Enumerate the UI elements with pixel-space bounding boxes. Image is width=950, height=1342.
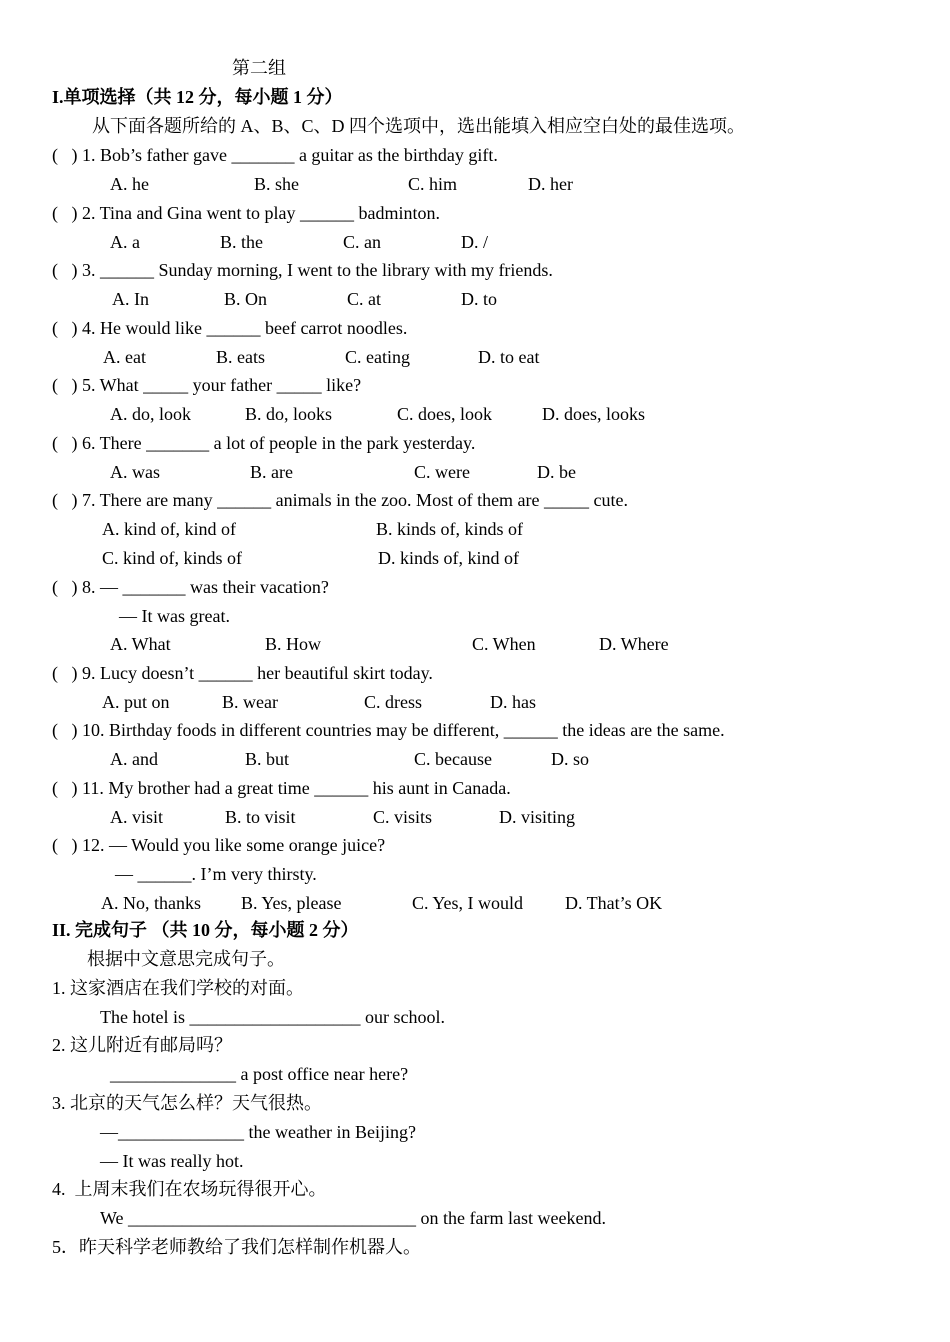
question-5-option-d: D. does, looks (542, 404, 645, 424)
item5-cn: 5．昨天科学老师教给了我们怎样制作机器人。 (52, 1237, 421, 1257)
question-7-stem: ( ) 7. There are many ______ animals in the zoo. Most of them are _____ cute. (52, 490, 629, 510)
question-6-option-a: A. was (110, 462, 160, 482)
question-12-reply: — ______. I’m very thirsty. (115, 864, 317, 884)
question-6-option-d: D. be (537, 462, 576, 482)
question-10-option-d: D. so (551, 749, 590, 769)
question-9-option-b: B. wear (222, 692, 278, 712)
question-3-option-d: D. to (461, 289, 497, 309)
question-3-stem: ( ) 3. ______ Sunday morning, I went to the library with my friends. (52, 260, 553, 280)
question-10-option-a: A. and (110, 749, 158, 769)
question-8-option-b: B. How (265, 634, 322, 654)
question-8-reply: — It was great. (119, 606, 230, 626)
question-8-option-c: C. When (472, 634, 536, 654)
question-5-option-a: A. do, look (110, 404, 191, 424)
question-7-option-a: A. kind of, kind of (102, 519, 236, 539)
question-11-option-b: B. to visit (225, 807, 296, 827)
question-2-option-d: D. / (461, 232, 488, 252)
question-9-stem: ( ) 9. Lucy doesn’t ______ her beautiful skirt today. (52, 663, 433, 683)
question-1-option-d: D. her (528, 174, 573, 194)
item2-en: ______________ a post office near here? (110, 1064, 409, 1084)
question-12-option-c: C. Yes, I would (412, 893, 524, 913)
item4-cn: 4. 上周末我们在农场玩得很开心。 (52, 1179, 327, 1199)
question-12-option-b: B. Yes, please (241, 893, 342, 913)
question-5-option-b: B. do, looks (245, 404, 333, 424)
section2-title: II. 完成句子 （共 10 分，每小题 2 分） (52, 920, 359, 940)
question-7-option-d: D. kinds of, kind of (378, 548, 519, 568)
question-10-option-c: C. because (414, 749, 492, 769)
group-title: 第二组 (232, 58, 286, 78)
section2-instruction: 根据中文意思完成句子。 (87, 949, 285, 969)
question-11-option-c: C. visits (373, 807, 433, 827)
question-5-stem: ( ) 5. What _____ your father _____ like? (52, 375, 362, 395)
question-6-option-c: C. were (414, 462, 470, 482)
question-11-option-a: A. visit (110, 807, 164, 827)
question-12-option-a: A. No, thanks (101, 893, 201, 913)
question-7-option-c: C. kind of, kinds of (102, 548, 243, 568)
question-9-option-d: D. has (490, 692, 536, 712)
item3-en-reply: — It was really hot. (100, 1151, 244, 1171)
question-3-option-c: C. at (347, 289, 381, 309)
question-1-option-a: A. he (110, 174, 149, 194)
item2-cn: 2. 这儿附近有邮局吗？ (52, 1035, 232, 1055)
question-8-stem: ( ) 8. — _______ was their vacation? (52, 577, 329, 597)
item3-cn: 3. 北京的天气怎么样？天气很热。 (52, 1093, 322, 1113)
question-12-stem: ( ) 12. — Would you like some orange juice? (52, 835, 386, 855)
question-2-option-c: C. an (343, 232, 381, 252)
question-5-option-c: C. does, look (397, 404, 493, 424)
question-9-option-c: C. dress (364, 692, 422, 712)
question-6-option-b: B. are (250, 462, 293, 482)
question-2-option-b: B. the (220, 232, 263, 252)
section1-instruction: 从下面各题所给的 A、B、C、D 四个选项中，选出能填入相应空白处的最佳选项。 (92, 116, 746, 136)
question-4-option-a: A. eat (103, 347, 146, 367)
question-4-stem: ( ) 4. He would like ______ beef carrot noodles. (52, 318, 408, 338)
item3-en: —______________ the weather in Beijing? (100, 1122, 416, 1142)
question-4-option-c: C. eating (345, 347, 410, 367)
question-3-option-b: B. On (224, 289, 268, 309)
question-9-option-a: A. put on (102, 692, 170, 712)
question-8-option-d: D. Where (599, 634, 669, 654)
item1-en: The hotel is ___________________ our school. (100, 1007, 445, 1027)
question-7-option-b: B. kinds of, kinds of (376, 519, 524, 539)
question-1-option-b: B. she (254, 174, 299, 194)
question-2-option-a: A. a (110, 232, 140, 252)
question-10-stem: ( ) 10. Birthday foods in different countries may be different, ______ the ideas are the same. (52, 720, 725, 740)
question-3-option-a: A. In (112, 289, 149, 309)
question-10-option-b: B. but (245, 749, 290, 769)
question-4-option-b: B. eats (216, 347, 265, 367)
question-6-stem: ( ) 6. There _______ a lot of people in the park yesterday. (52, 433, 476, 453)
question-11-stem: ( ) 11. My brother had a great time ______ his aunt in Canada. (52, 778, 511, 798)
question-12-option-d: D. That’s OK (565, 893, 663, 913)
question-8-option-a: A. What (110, 634, 171, 654)
item4-en: We ________________________________ on the farm last weekend. (100, 1208, 606, 1228)
question-4-option-d: D. to eat (478, 347, 540, 367)
item1-cn: 1. 这家酒店在我们学校的对面。 (52, 978, 304, 998)
section1-title: I.单项选择（共 12 分，每小题 1 分） (52, 87, 343, 107)
question-1-stem: ( ) 1. Bob’s father gave _______ a guitar as the birthday gift. (52, 145, 498, 165)
question-1-option-c: C. him (408, 174, 458, 194)
question-2-stem: ( ) 2. Tina and Gina went to play ______ badminton. (52, 203, 440, 223)
question-11-option-d: D. visiting (499, 807, 576, 827)
